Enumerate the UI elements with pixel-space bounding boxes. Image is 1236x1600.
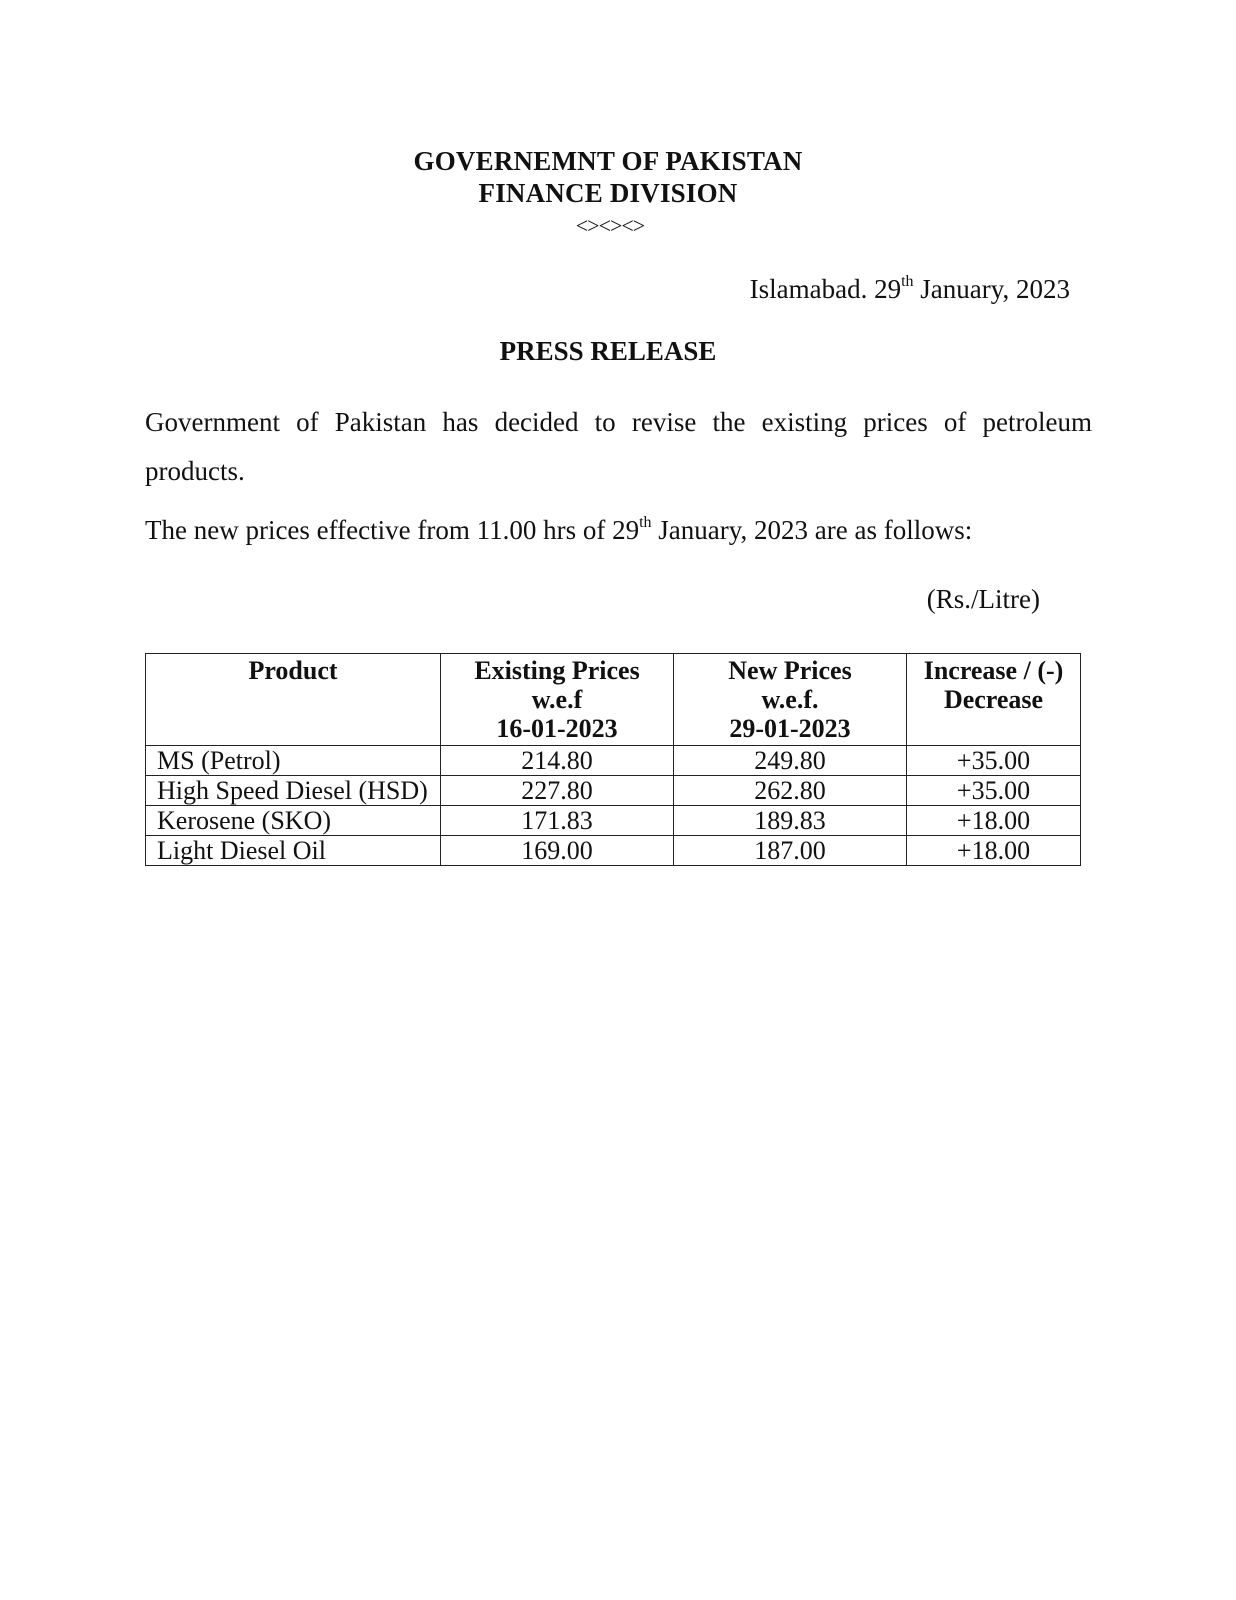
table-header-row	[146, 654, 1081, 746]
effective-paragraph	[145, 514, 972, 546]
cell-change: +35.00	[907, 746, 1081, 776]
header-product-label: Product	[248, 656, 338, 685]
unit-note: (Rs./Litre)	[926, 584, 1040, 614]
header-change	[907, 654, 1081, 746]
table-row	[146, 746, 1081, 776]
price-table	[145, 653, 1081, 866]
intro-paragraph: Government of Pakistan has decided to revise the existing prices of petroleum products.	[145, 407, 1092, 486]
cell-new: 249.80	[674, 746, 907, 776]
dateline	[750, 273, 1070, 305]
header-new-line1: New Prices	[728, 656, 852, 685]
header-existing-line1: Existing Prices	[474, 656, 640, 685]
cell-change: +18.00	[907, 836, 1081, 866]
cell-existing: 214.80	[441, 746, 674, 776]
cell-change: +35.00	[907, 776, 1081, 806]
cell-new: 187.00	[674, 836, 907, 866]
table-row	[146, 836, 1081, 866]
header-new-line3: 29-01-2023	[729, 714, 851, 743]
cell-product: Light Diesel Oil	[146, 836, 441, 866]
header-change-line2: Decrease	[943, 685, 1044, 714]
header-existing-prices	[441, 654, 674, 746]
table-row	[146, 776, 1081, 806]
table-row	[146, 806, 1081, 836]
cell-new: 262.80	[674, 776, 907, 806]
dateline-rest: January, 2023	[913, 274, 1070, 304]
cell-existing: 169.00	[441, 836, 674, 866]
header-new-prices	[674, 654, 907, 746]
ornament-divider: <><><>	[575, 213, 645, 238]
effective-prefix: The new prices effective from 11.00 hrs of 29	[145, 515, 640, 545]
dateline-prefix: Islamabad. 29	[749, 274, 902, 304]
cell-change: +18.00	[907, 806, 1081, 836]
header-change-line1: Increase / (-)	[923, 656, 1064, 685]
header-new-line2: w.e.f.	[761, 685, 819, 714]
cell-new: 189.83	[674, 806, 907, 836]
header-product	[146, 654, 441, 746]
effective-rest: January, 2023 are as follows:	[651, 515, 973, 545]
government-heading: GOVERNEMNT OF PAKISTAN	[413, 146, 803, 176]
effective-ordinal: th	[639, 514, 652, 531]
cell-product: Kerosene (SKO)	[146, 806, 441, 836]
press-release-title: PRESS RELEASE	[499, 336, 717, 366]
cell-product: High Speed Diesel (HSD)	[146, 776, 441, 806]
header-existing-line3: 16-01-2023	[496, 714, 618, 743]
cell-existing: 227.80	[441, 776, 674, 806]
cell-product: MS (Petrol)	[146, 746, 441, 776]
division-heading: FINANCE DIVISION	[478, 178, 738, 208]
cell-existing: 171.83	[441, 806, 674, 836]
dateline-ordinal: th	[901, 273, 914, 290]
header-existing-line2: w.e.f	[531, 685, 583, 714]
